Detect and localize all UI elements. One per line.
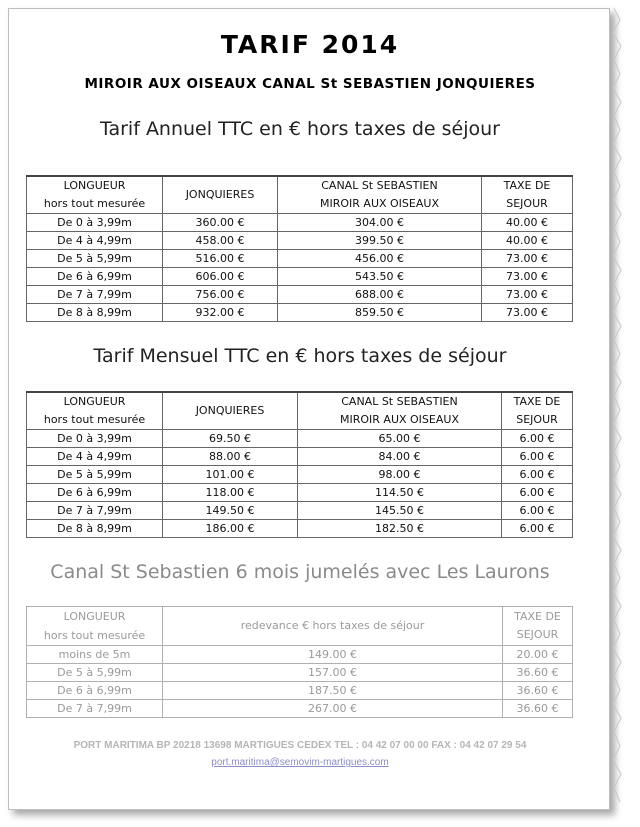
- annual-heading: Tarif Annuel TTC en € hors taxes de séjour: [100, 118, 500, 140]
- col-length: LONGUEUR hors tout mesurée: [27, 607, 163, 646]
- table-row: De 0 à 3,99m 360.00 € 304.00 € 40.00 €: [27, 214, 573, 232]
- table-row: De 5 à 5,99m 516.00 € 456.00 € 73.00 €: [27, 250, 573, 268]
- table-row: De 0 à 3,99m 69.50 € 65.00 € 6.00 €: [27, 430, 573, 448]
- table-row: De 4 à 4,99m 458.00 € 399.50 € 40.00 €: [27, 232, 573, 250]
- col-jonquieres: JONQUIERES: [163, 176, 278, 214]
- col-jonquieres: JONQUIERES: [163, 392, 298, 430]
- page-title: TARIF 2014: [220, 30, 400, 59]
- table-row: De 7 à 7,99m 149.50 € 145.50 € 6.00 €: [27, 502, 573, 520]
- table-row: De 8 à 8,99m 932.00 € 859.50 € 73.00 €: [27, 304, 573, 322]
- monthly-table: [26, 391, 573, 538]
- col-length: LONGUEUR hors tout mesurée: [27, 176, 163, 214]
- col-taxe: TAXE DE SEJOUR: [482, 176, 573, 214]
- table-header: [27, 176, 573, 214]
- col-redevance: redevance € hors taxes de séjour: [163, 607, 503, 646]
- page-subtitle: MIROIR AUX OISEAUX CANAL St SEBASTIEN JONQUIERES: [84, 76, 536, 92]
- table-row: De 4 à 4,99m 88.00 € 84.00 € 6.00 €: [27, 448, 573, 466]
- table-row: De 7 à 7,99m 756.00 € 688.00 € 73.00 €: [27, 286, 573, 304]
- torn-edge-icon: [610, 8, 624, 808]
- table-header: [27, 392, 573, 430]
- table-row: De 6 à 6,99m 606.00 € 543.50 € 73.00 €: [27, 268, 573, 286]
- table-row: De 5 à 5,99m 101.00 € 98.00 € 6.00 €: [27, 466, 573, 484]
- footer-email-link[interactable]: port.maritima@semovim-martigues.com: [211, 757, 389, 768]
- col-length: LONGUEUR hors tout mesurée: [27, 392, 163, 430]
- table-row: De 5 à 5,99m 157.00 € 36.60 €: [27, 664, 573, 682]
- table-row: De 7 à 7,99m 267.00 € 36.60 €: [27, 700, 573, 718]
- col-taxe: TAXE DE SEJOUR: [503, 607, 573, 646]
- col-canal: CANAL St SEBASTIEN MIROIR AUX OISEAUX: [298, 392, 502, 430]
- col-taxe: TAXE DE SEJOUR: [502, 392, 573, 430]
- table-row: moins de 5m 149.00 € 20.00 €: [27, 646, 573, 664]
- footer-address: PORT MARITIMA BP 20218 13698 MARTIGUES CEDEX TEL : 04 42 07 00 00 FAX : 04 42 07 29 54: [73, 740, 527, 751]
- table-row: De 8 à 8,99m 186.00 € 182.50 € 6.00 €: [27, 520, 573, 538]
- monthly-heading: Tarif Mensuel TTC en € hors taxes de séjour: [93, 345, 507, 367]
- table-row: De 6 à 6,99m 118.00 € 114.50 € 6.00 €: [27, 484, 573, 502]
- table-row: De 6 à 6,99m 187.50 € 36.60 €: [27, 682, 573, 700]
- sixmonths-table: [26, 606, 573, 718]
- col-canal: CANAL St SEBASTIEN MIROIR AUX OISEAUX: [278, 176, 482, 214]
- sixmonths-heading: Canal St Sebastien 6 mois jumelés avec Les Laurons: [50, 561, 550, 583]
- table-header: [27, 607, 573, 646]
- annual-table: [26, 175, 573, 322]
